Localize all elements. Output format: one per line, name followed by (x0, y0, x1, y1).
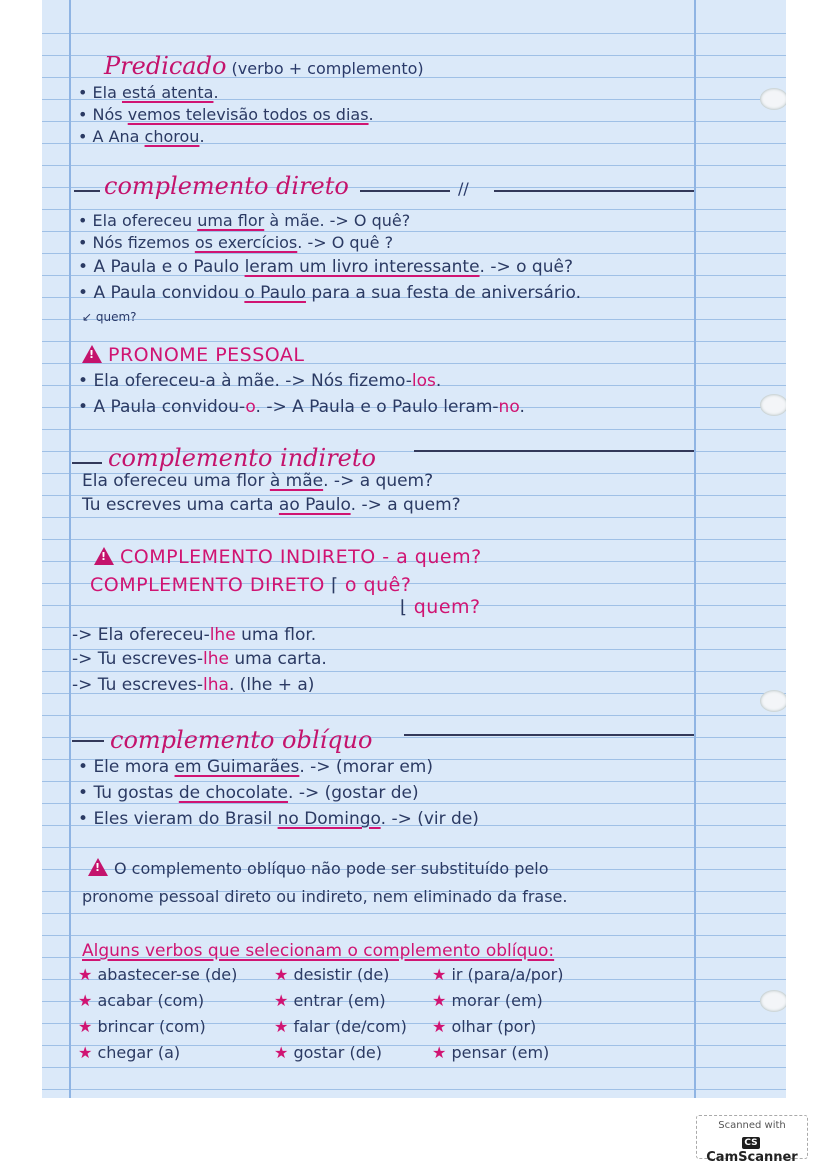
predicado-line: • A Ana chorou. (78, 127, 205, 146)
pronome-line: • Ela ofereceu-a à mãe. -> Nós fizemo-los. (78, 371, 442, 391)
verb-item: ★ falar (de/com) (274, 1017, 407, 1036)
obliquo-warning-note: !O complemento oblíquo não pode ser substituído pelo (88, 858, 549, 880)
obliquo-line: • Ele mora em Guimarães. -> (morar em) (78, 757, 433, 777)
verb-item: ★ entrar (em) (274, 991, 386, 1010)
verb-item: ★ abastecer-se (de) (78, 965, 238, 984)
obliquo-line: • Tu gostas de chocolate. -> (gostar de) (78, 783, 419, 803)
verb-item: ★ ir (para/a/por) (432, 965, 564, 984)
direto-rule-alt: ⌊ quem? (400, 596, 481, 618)
verb-item: ★ chegar (a) (78, 1043, 181, 1062)
heading-rule (74, 190, 100, 192)
pronome-line: • A Paula convidou-o. -> A Paula e o Paulo leram-no. (78, 397, 525, 417)
obliquo-line: • Eles vieram do Brasil no Domingo. -> (vir de) (78, 809, 479, 829)
direto-line: • A Paula e o Paulo leram um livro interessante. -> o quê? (78, 257, 573, 277)
direto-line: • Ela ofereceu uma flor à mãe. -> O quê? (78, 211, 411, 230)
indireto-line: Tu escreves uma carta ao Paulo. -> a quem? (82, 495, 461, 515)
heading-rule (360, 190, 450, 192)
binder-hole (760, 690, 786, 712)
complemento-obliquo-title: complemento oblíquo (110, 726, 373, 754)
complemento-direto-title: complemento direto (104, 172, 349, 200)
direto-line: • A Paula convidou o Paulo para a sua festa de aniversário. (78, 283, 582, 303)
camscanner-logo-icon: CS (744, 1138, 758, 1148)
verb-item: ★ morar (em) (432, 991, 543, 1010)
predicado-note: (verbo + complemento) (226, 59, 424, 78)
obliquo-warning-note-2: pronome pessoal direto ou indireto, nem eliminado da frase. (82, 887, 568, 906)
direto-rule: COMPLEMENTO DIRETO ⌈ o quê? (90, 574, 412, 596)
right-margin-line (694, 0, 696, 1098)
complemento-indireto-title: complemento indireto (108, 444, 376, 472)
warning-icon (82, 345, 102, 363)
badge-caption: Scanned with (718, 1120, 786, 1131)
warning-icon (94, 547, 114, 565)
pronome-pessoal-heading: !PRONOME PESSOAL (82, 344, 305, 366)
verb-item: ★ acabar (com) (78, 991, 205, 1010)
direto-annotation: ↙ quem? (82, 310, 137, 324)
notebook-page (42, 0, 786, 1098)
heading-rule (72, 462, 102, 464)
binder-hole (760, 88, 786, 110)
predicado-line: • Ela está atenta. (78, 83, 219, 102)
heading-mark: // (458, 179, 469, 198)
warning-icon (88, 858, 108, 876)
heading-rule (404, 734, 694, 736)
left-margin-line (69, 0, 71, 1098)
verb-item: ★ olhar (por) (432, 1017, 537, 1036)
verb-item: ★ pensar (em) (432, 1043, 550, 1062)
heading-rule (414, 450, 694, 452)
direto-line: • Nós fizemos os exercícios. -> O quê ? (78, 233, 394, 252)
verb-item: ★ gostar (de) (274, 1043, 382, 1062)
lhe-example: -> Ela ofereceu-lhe uma flor. (72, 625, 317, 645)
heading-rule (72, 740, 104, 742)
verb-list-title: Alguns verbos que selecionam o complemento oblíquo: (82, 941, 555, 961)
lhe-example: -> Tu escreves-lha. (lhe + a) (72, 675, 315, 695)
heading-rule (494, 190, 694, 192)
predicado-title: Predicado (104, 52, 227, 80)
section-heading-predicado (104, 52, 424, 80)
indireto-rule: !COMPLEMENTO INDIRETO - a quem? (94, 546, 482, 568)
verb-item: ★ brincar (com) (78, 1017, 206, 1036)
binder-hole (760, 990, 786, 1012)
badge-brand: CSCamScanner (706, 1138, 798, 1165)
predicado-line: • Nós vemos televisão todos os dias. (78, 105, 374, 124)
binder-hole (760, 394, 786, 416)
camscanner-badge (696, 1115, 808, 1165)
verb-item: ★ desistir (de) (274, 965, 390, 984)
indireto-line: Ela ofereceu uma flor à mãe. -> a quem? (82, 471, 434, 491)
lhe-example: -> Tu escreves-lhe uma carta. (72, 649, 327, 669)
